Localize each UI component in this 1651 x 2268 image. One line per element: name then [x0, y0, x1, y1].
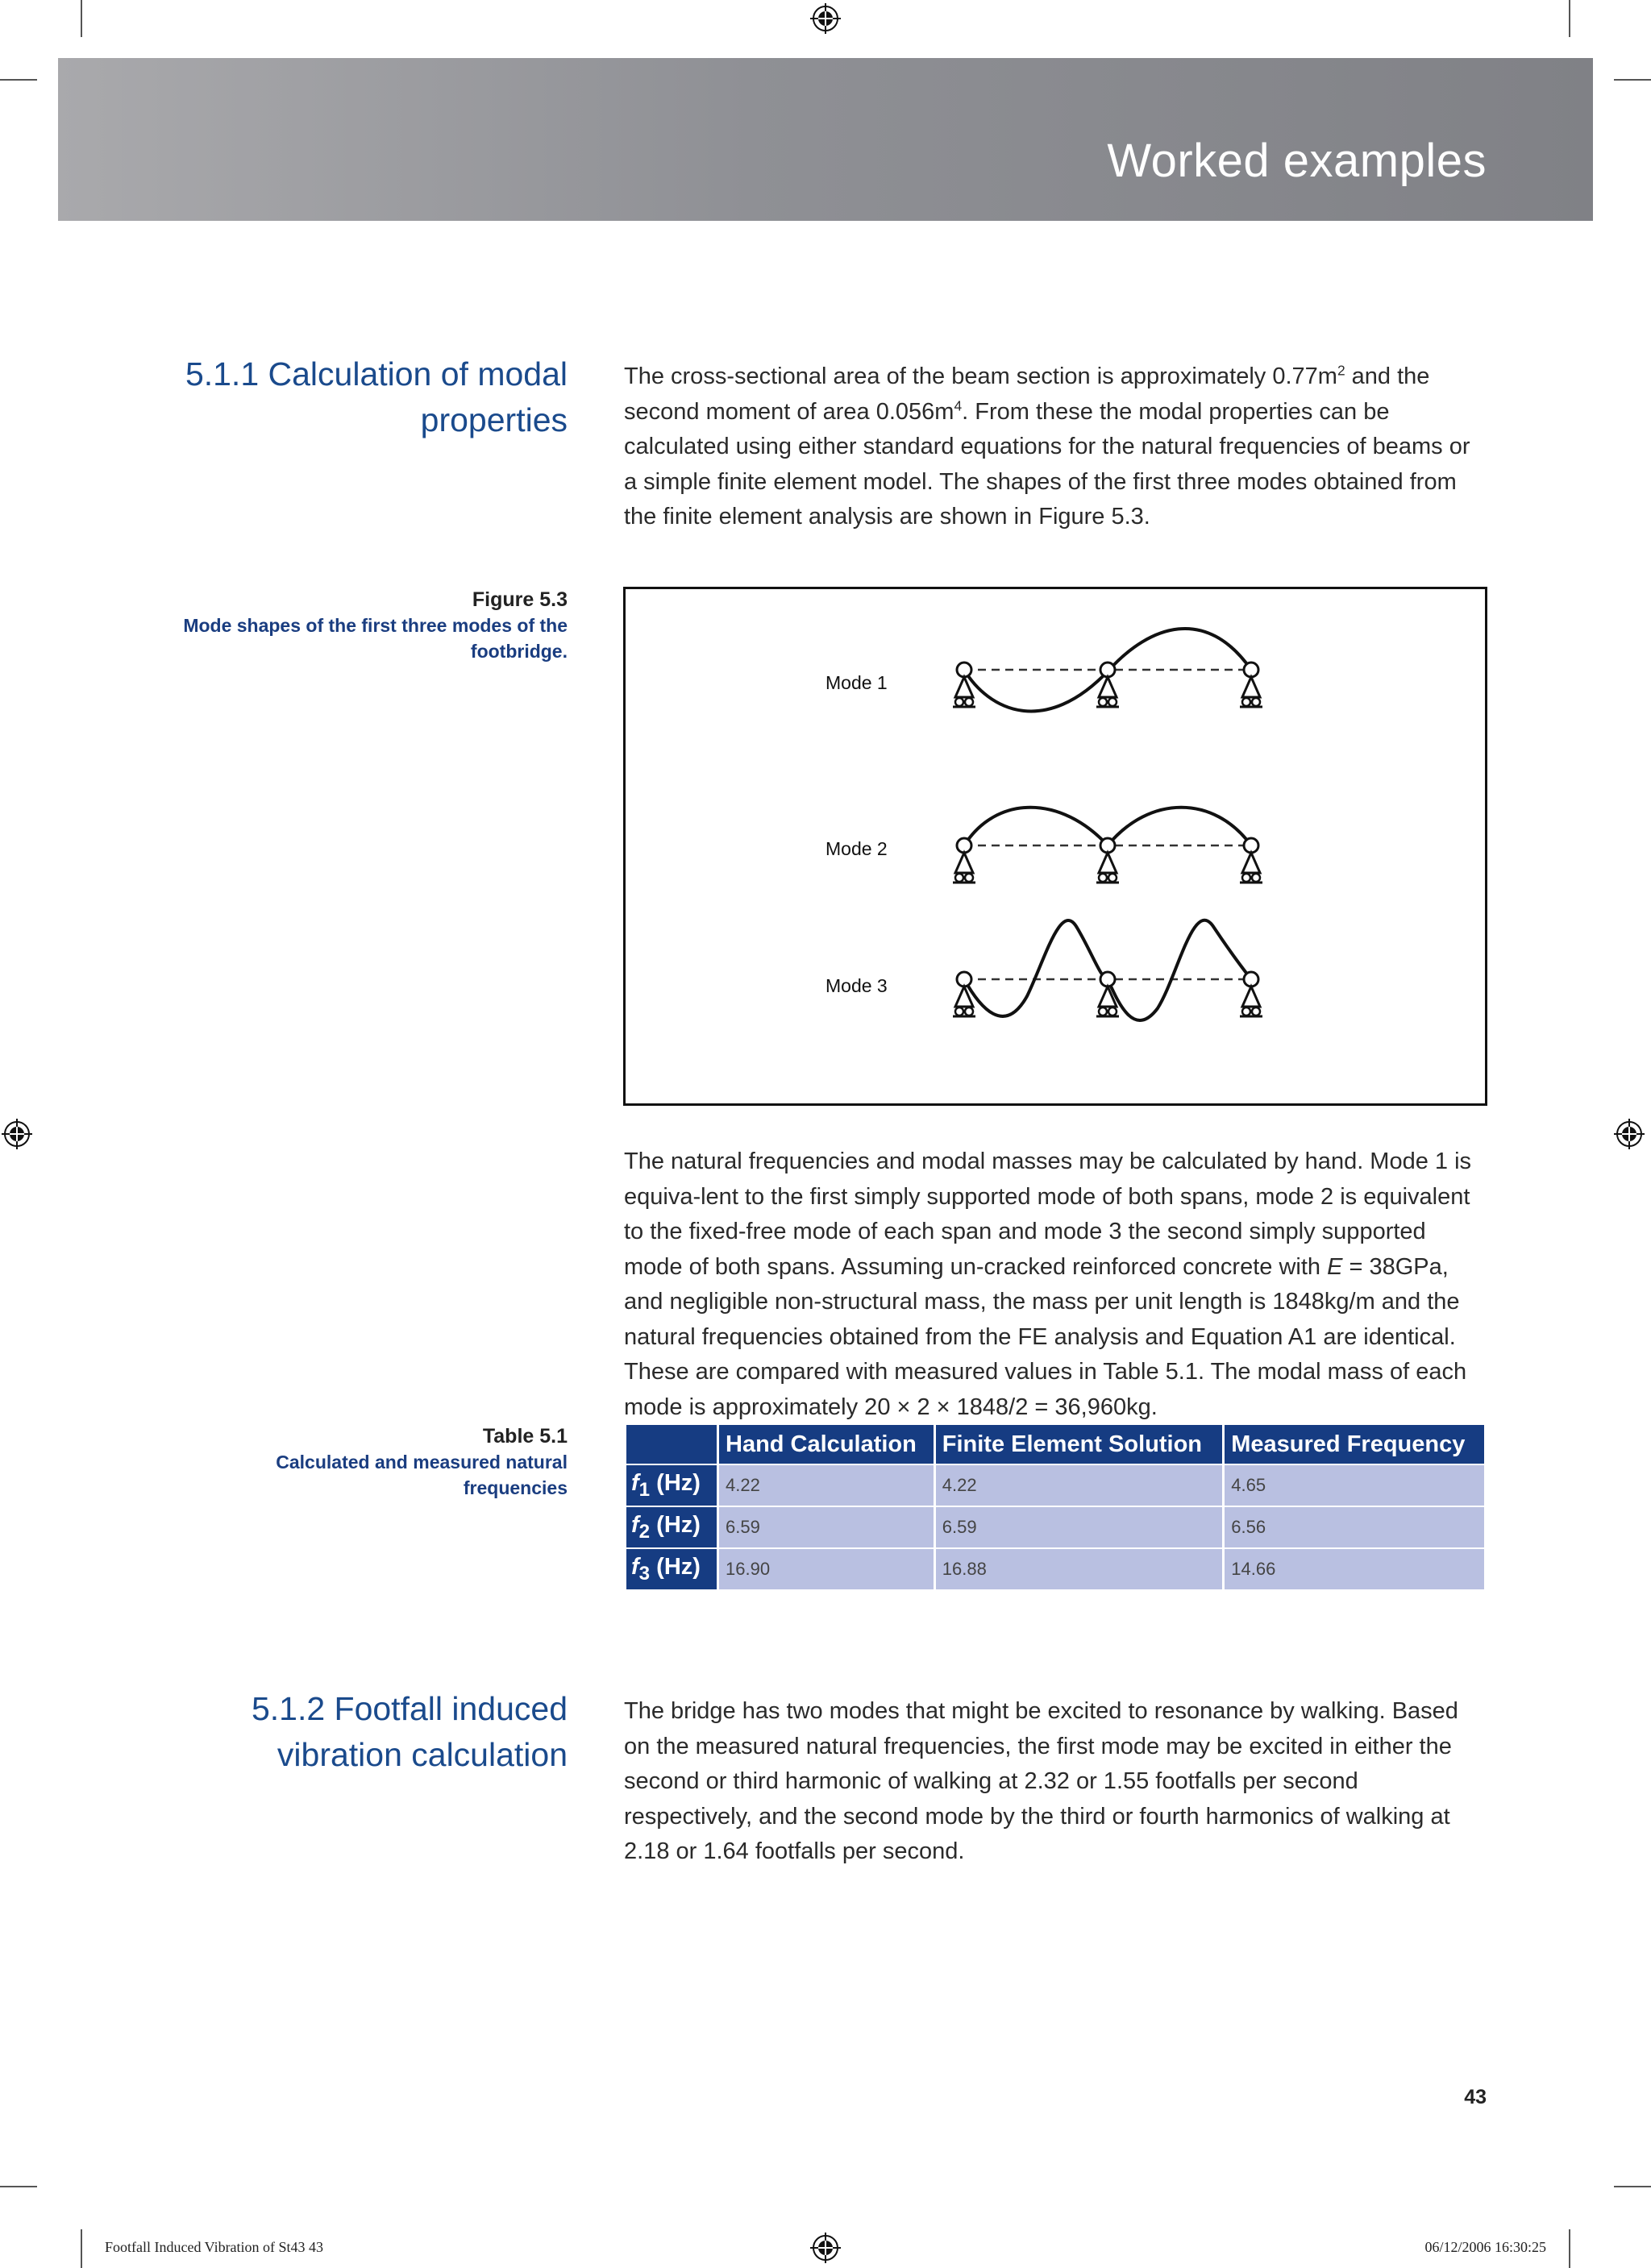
frequency-symbol: f	[631, 1553, 639, 1580]
table-cell: 6.59	[719, 1506, 934, 1547]
crop-mark	[1569, 2229, 1570, 2268]
section-heading-line: 5.1.1 Calculation of modal	[185, 355, 568, 393]
row-header	[626, 1506, 717, 1547]
frequency-symbol: f	[631, 1469, 639, 1496]
frequency-subscript: 2	[638, 1520, 651, 1543]
section-paragraph	[624, 359, 1487, 535]
table-caption	[145, 1423, 568, 1501]
support-icon	[1240, 663, 1262, 707]
print-slug-right: 06/12/2006 16:30:25	[1424, 2239, 1546, 2255]
section-heading	[145, 351, 568, 443]
frequency-subscript: 1	[638, 1478, 651, 1501]
section-heading-line: 5.1.2 Footfall induced	[251, 1690, 568, 1727]
figure-caption	[145, 587, 568, 664]
figure-caption-line: Mode shapes of the first three modes of the	[183, 615, 568, 636]
figure-label: Figure 5.3	[472, 588, 568, 611]
superscript: 4	[954, 397, 963, 413]
unit-label: (Hz)	[650, 1511, 701, 1538]
crop-mark	[0, 79, 37, 81]
column-header: Hand Calculation	[719, 1425, 934, 1464]
section-paragraph: The bridge has two modes that might be excited to resonance by walking. Based on the measured natural frequencies, the first mode may be excited in either the second or third harmonic of walking at 2.32 or 1.55 footfalls per second respectively, and the second mode by the third or fourth harmonics of walking at 2.18 or 1.64 footfalls per second.	[624, 1698, 1458, 1864]
section-heading-line: properties	[420, 401, 568, 438]
table-caption-line: frequencies	[463, 1477, 568, 1498]
table-caption-line: Calculated and measured natural	[276, 1452, 568, 1473]
crop-mark	[0, 2186, 37, 2187]
row-header	[626, 1547, 717, 1589]
table-cell: 16.88	[936, 1547, 1222, 1589]
mode-shapes-diagram	[626, 589, 1485, 1103]
unit-label: (Hz)	[650, 1553, 701, 1580]
support-icon	[1096, 663, 1119, 707]
table-cell: 6.59	[936, 1506, 1222, 1547]
table-cell: 14.66	[1225, 1547, 1484, 1589]
variable-e: E	[1327, 1253, 1343, 1280]
table-row	[626, 1547, 1484, 1589]
table-cell: 4.65	[1225, 1464, 1484, 1506]
support-icon	[953, 663, 975, 707]
crop-mark	[1614, 2186, 1651, 2187]
mode-label: Mode 1	[826, 672, 888, 693]
table-cell: 4.22	[719, 1464, 934, 1506]
frequency-subscript: 3	[638, 1562, 651, 1585]
paragraph-text: . From these the modal properties can be calculated using either standard equations for the natural frequencies of beams or a simple finite element model. The shapes of the first three modes obtained from the finite element analysis are shown in Figure 5.3.	[624, 398, 1470, 530]
row-header	[626, 1464, 717, 1506]
table-cell: 4.22	[936, 1464, 1222, 1506]
page-title: Worked examples	[1107, 135, 1487, 187]
registration-mark-icon	[810, 3, 841, 34]
table-row	[626, 1506, 1484, 1547]
print-slug-left: Footfall Induced Vibration of St43 43	[105, 2239, 324, 2255]
crop-mark	[81, 2229, 82, 2268]
mode-label: Mode 2	[826, 838, 888, 859]
page-number: 43	[1464, 2086, 1487, 2108]
table-cell: 16.90	[719, 1547, 934, 1589]
crop-mark	[1614, 79, 1651, 81]
table-cell: 6.56	[1225, 1506, 1484, 1547]
mode-label: Mode 3	[826, 975, 888, 996]
section-heading-line: vibration calculation	[277, 1736, 568, 1773]
support-icon	[1096, 838, 1119, 883]
support-icon	[953, 838, 975, 883]
frequency-table	[624, 1425, 1487, 1589]
paragraph-text: and the second moment of area 0.056m	[624, 363, 1430, 425]
table-label: Table 5.1	[482, 1425, 568, 1448]
table-corner-cell	[626, 1425, 717, 1464]
column-header: Finite Element Solution	[936, 1425, 1222, 1464]
table-row	[626, 1464, 1484, 1506]
support-icon	[1240, 972, 1262, 1016]
mode-shapes-figure	[623, 587, 1487, 1106]
table-header-row	[626, 1425, 1484, 1464]
registration-mark-icon	[810, 2233, 841, 2263]
support-icon	[1240, 838, 1262, 883]
paragraph-text: The natural frequencies and modal masses may be calculated by hand. Mode 1 is equiva-lent to the first simply supported mode of both spans, mode 2 is equivalent to the fixed-free mode of each span and mode 3 the second simply supported mode of both spans. Assuming un-cracked reinforced concrete with	[624, 1149, 1472, 1280]
crop-mark	[81, 0, 82, 37]
unit-label: (Hz)	[650, 1469, 701, 1496]
column-header: Measured Frequency	[1225, 1425, 1484, 1464]
crop-mark	[1569, 0, 1570, 37]
paragraph-text: = 38GPa, and negligible non-structural mass, the mass per unit length is 1848kg/m and the natural frequencies obtained from the FE analysis and Equation A1 are identical. These are compared with measured values in Table 5.1. The modal mass of each mode is approximately 20 × 2 × 1848/2 = 36,960kg.	[624, 1253, 1467, 1420]
registration-mark-icon	[1614, 1119, 1645, 1149]
body-paragraph	[624, 1144, 1487, 1425]
section-heading	[145, 1686, 568, 1778]
frequency-symbol: f	[631, 1511, 639, 1538]
paragraph-text: The cross-sectional area of the beam section is approximately 0.77m	[624, 363, 1337, 389]
figure-caption-line: footbridge.	[470, 641, 568, 662]
superscript: 2	[1337, 362, 1345, 379]
registration-mark-icon	[2, 1119, 32, 1149]
